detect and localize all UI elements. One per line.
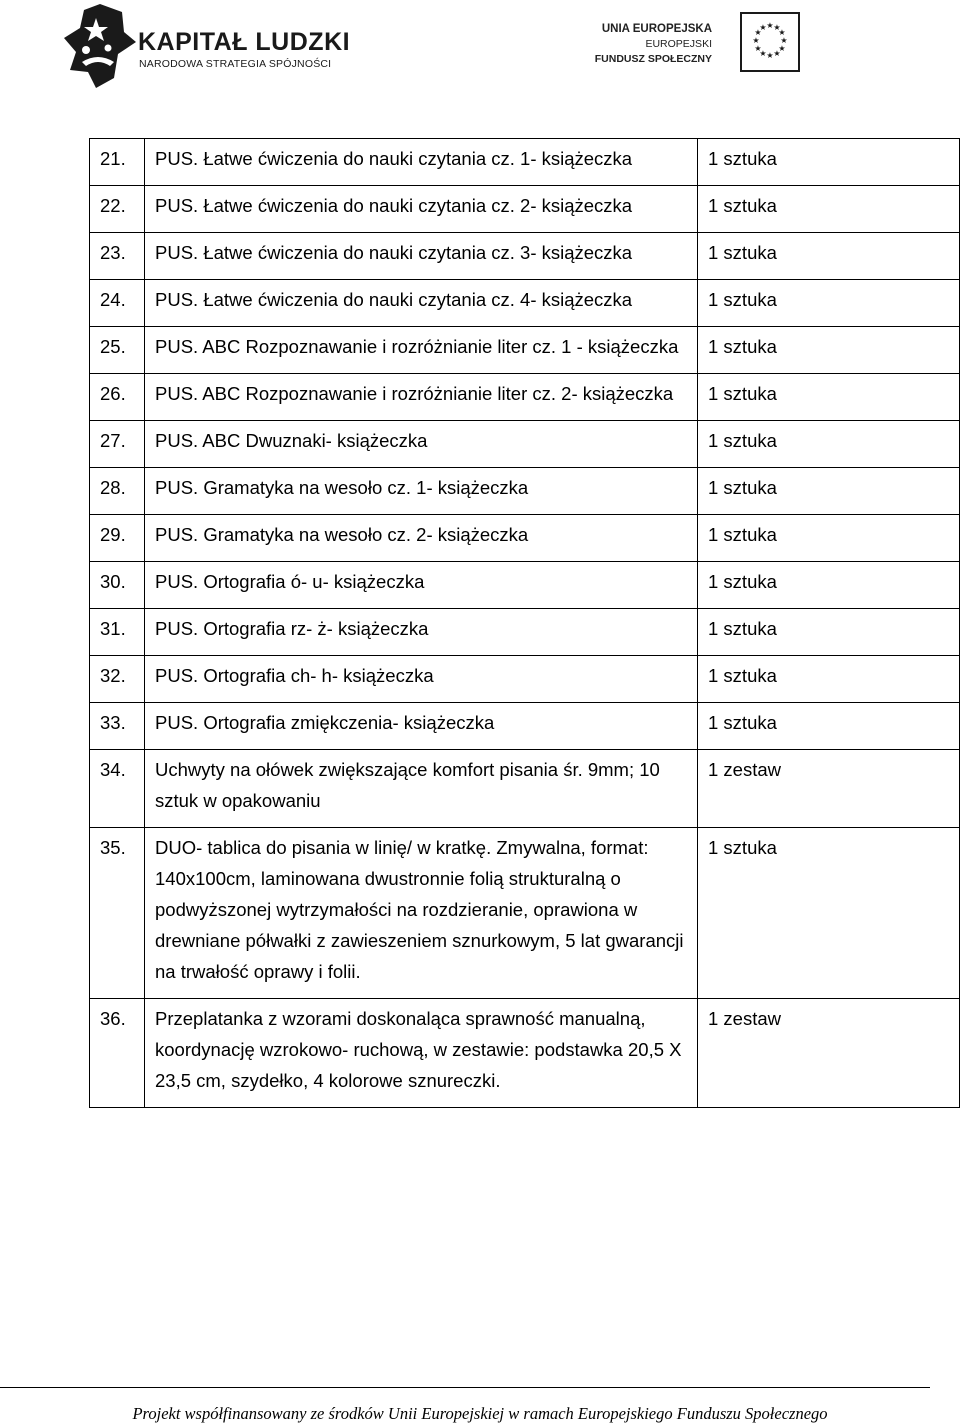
item-name: PUS. ABC Dwuznaki- książeczka [145, 421, 698, 468]
item-name: PUS. Ortografia ch- h- książeczka [145, 656, 698, 703]
item-name: Przeplatanka z wzorami doskonaląca sprawność manualną, koordynację wzrokowo- ruchową, w zestawie: podstawka 20,5 X 23,5 cm, szydełko, 4 kolorowe sznureczki. [145, 999, 698, 1108]
table-row [90, 139, 960, 186]
kapital-ludzki-subtitle: NARODOWA STRATEGIA SPÓJNOŚCI [139, 58, 332, 70]
svg-text:★: ★ [759, 49, 767, 58]
item-quantity: 1 sztuka [698, 233, 960, 280]
row-number: 33. [90, 703, 145, 750]
table-row [90, 828, 960, 999]
item-quantity: 1 zestaw [698, 750, 960, 828]
item-quantity: 1 sztuka [698, 186, 960, 233]
svg-text:★: ★ [766, 51, 774, 60]
row-number: 25. [90, 327, 145, 374]
row-number: 32. [90, 656, 145, 703]
row-number: 31. [90, 609, 145, 656]
item-name: PUS. Łatwe ćwiczenia do nauki czytania cz. 2- książeczka [145, 186, 698, 233]
row-number: 34. [90, 750, 145, 828]
ue-logo-line1: UNIA EUROPEJSKA [601, 23, 712, 35]
svg-text:★: ★ [752, 36, 760, 45]
table-row [90, 233, 960, 280]
ue-logo-line2: EUROPEJSKI [645, 38, 712, 50]
svg-text:★: ★ [754, 28, 762, 37]
item-name: PUS. Gramatyka na wesoło cz. 2- książeczka [145, 515, 698, 562]
svg-text:★: ★ [778, 44, 786, 53]
item-name: Uchwyty na ołówek zwiększające komfort pisania śr. 9mm; 10 sztuk w opakowaniu [145, 750, 698, 828]
item-name: PUS. Łatwe ćwiczenia do nauki czytania cz. 4- książeczka [145, 280, 698, 327]
item-quantity: 1 sztuka [698, 421, 960, 468]
kapital-ludzki-emblem-icon [62, 2, 138, 90]
row-number: 27. [90, 421, 145, 468]
item-name: PUS. Łatwe ćwiczenia do nauki czytania cz. 3- książeczka [145, 233, 698, 280]
row-number: 36. [90, 999, 145, 1108]
items-table-body [90, 139, 960, 1108]
item-quantity: 1 sztuka [698, 280, 960, 327]
item-quantity: 1 sztuka [698, 703, 960, 750]
row-number: 23. [90, 233, 145, 280]
footer-text: Projekt współfinansowany ze środków Unii Europejskiej w ramach Europejskiego Funduszu Społecznego [132, 1404, 828, 1423]
item-name: PUS. ABC Rozpoznawanie i rozróżnianie liter cz. 2- książeczka [145, 374, 698, 421]
item-name: PUS. Ortografia rz- ż- książeczka [145, 609, 698, 656]
item-name: PUS. Łatwe ćwiczenia do nauki czytania cz. 1- książeczka [145, 139, 698, 186]
ue-logo-text [595, 22, 712, 67]
item-quantity: 1 sztuka [698, 327, 960, 374]
row-number: 29. [90, 515, 145, 562]
item-name: DUO- tablica do pisania w linię/ w kratkę. Zmywalna, format: 140x100cm, laminowana dwustronnie folią strukturalną o podwyższonej wytrzymałości na rozdzieranie, oprawiona w drewniane półwałki z zawieszeniem sznurkowym, 5 lat gwarancji na trwałość oprawy i folii. [145, 828, 698, 999]
row-number: 35. [90, 828, 145, 999]
item-name: PUS. ABC Rozpoznawanie i rozróżnianie liter cz. 1 - książeczka [145, 327, 698, 374]
row-number: 28. [90, 468, 145, 515]
table-row [90, 999, 960, 1108]
table-row [90, 468, 960, 515]
row-number: 24. [90, 280, 145, 327]
table-row [90, 280, 960, 327]
item-quantity: 1 sztuka [698, 139, 960, 186]
svg-text:★: ★ [780, 36, 788, 45]
table-row [90, 562, 960, 609]
row-number: 30. [90, 562, 145, 609]
items-table [89, 138, 960, 1108]
ue-logo-line3: FUNDUSZ SPOŁECZNY [594, 53, 712, 65]
row-number: 26. [90, 374, 145, 421]
item-quantity: 1 zestaw [698, 999, 960, 1108]
item-name: PUS. Ortografia ó- u- książeczka [145, 562, 698, 609]
table-row [90, 609, 960, 656]
table-row [90, 327, 960, 374]
footer-divider [0, 1387, 930, 1388]
item-quantity: 1 sztuka [698, 656, 960, 703]
svg-text:★: ★ [754, 44, 762, 53]
svg-text:★: ★ [766, 21, 774, 30]
item-quantity: 1 sztuka [698, 468, 960, 515]
svg-text:★: ★ [773, 49, 781, 58]
table-row [90, 515, 960, 562]
item-quantity: 1 sztuka [698, 374, 960, 421]
item-name: PUS. Gramatyka na wesoło cz. 1- książeczka [145, 468, 698, 515]
unia-europejska-logo [594, 12, 800, 74]
table-row [90, 374, 960, 421]
svg-text:★: ★ [773, 23, 781, 32]
svg-text:★: ★ [759, 23, 767, 32]
eu-flag-icon [740, 12, 800, 72]
item-quantity: 1 sztuka [698, 515, 960, 562]
table-row [90, 703, 960, 750]
item-quantity: 1 sztuka [698, 609, 960, 656]
item-quantity: 1 sztuka [698, 562, 960, 609]
row-number: 22. [90, 186, 145, 233]
table-row [90, 656, 960, 703]
table-row [90, 421, 960, 468]
svg-text:★: ★ [778, 28, 786, 37]
item-name: PUS. Ortografia zmiękczenia- książeczka [145, 703, 698, 750]
item-quantity: 1 sztuka [698, 828, 960, 999]
table-row [90, 186, 960, 233]
table-row [90, 750, 960, 828]
row-number: 21. [90, 139, 145, 186]
kapital-ludzki-title: KAPITAŁ LUDZKI [138, 28, 351, 56]
kapital-ludzki-logo [62, 2, 351, 90]
